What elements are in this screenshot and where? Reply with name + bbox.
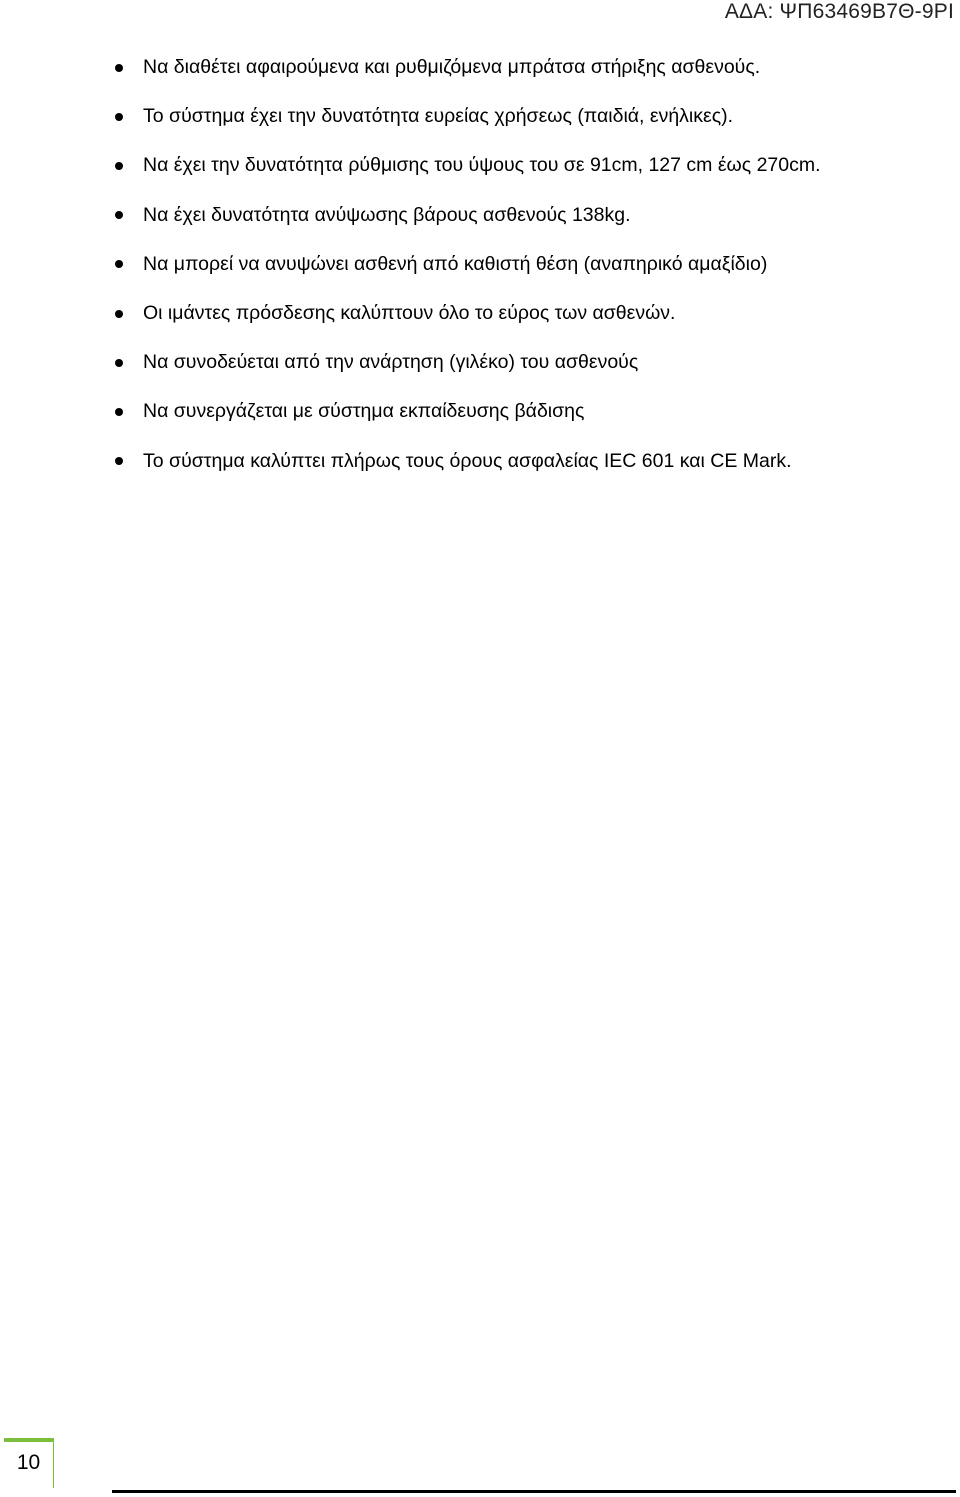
requirement-text: Να έχει δυνατότητα ανύψωσης βάρους ασθενούς 138kg. <box>143 203 631 226</box>
bullet-icon <box>115 162 123 170</box>
ada-document-code: ΑΔΑ: ΨΠ63469Β7Θ-9ΡΙ <box>724 0 954 23</box>
bullet-icon <box>115 408 123 416</box>
page-number-box <box>4 1438 54 1488</box>
footer-divider <box>112 1490 956 1493</box>
bullet-icon <box>115 211 123 219</box>
bullet-icon <box>115 260 123 268</box>
requirement-text: Οι ιμάντες πρόσδεσης καλύπτουν όλο το εύρος των ασθενών. <box>143 302 676 325</box>
page-number: 10 <box>16 1451 41 1474</box>
requirement-text: Το σύστημα καλύπτει πλήρως τους όρους ασφαλείας IEC 601 και CE Mark. <box>143 449 792 472</box>
bullet-icon <box>115 457 123 465</box>
bullet-icon <box>115 359 123 367</box>
requirement-text: Το σύστημα έχει την δυνατότητα ευρείας χρήσεως (παιδιά, ενήλικες). <box>143 105 734 128</box>
bullet-icon <box>115 113 123 121</box>
requirement-text: Να διαθέτει αφαιρούμενα και ρυθμιζόμενα μπράτσα στήριξης ασθενούς. <box>143 56 761 79</box>
bullet-icon <box>115 310 123 318</box>
requirement-text: Να συνοδεύεται από την ανάρτηση (γιλέκο) του ασθενούς <box>143 351 639 374</box>
requirement-text: Να έχει την δυνατότητα ρύθμισης του ύψους του σε 91cm, 127 cm έως 270cm. <box>143 154 821 177</box>
bullet-icon <box>115 64 123 72</box>
requirement-text: Να μπορεί να ανυψώνει ασθενή από καθιστή θέση (αναπηρικό αμαξίδιο) <box>143 252 768 275</box>
requirement-text: Να συνεργάζεται με σύστημα εκπαίδευσης βάδισης <box>143 400 585 423</box>
